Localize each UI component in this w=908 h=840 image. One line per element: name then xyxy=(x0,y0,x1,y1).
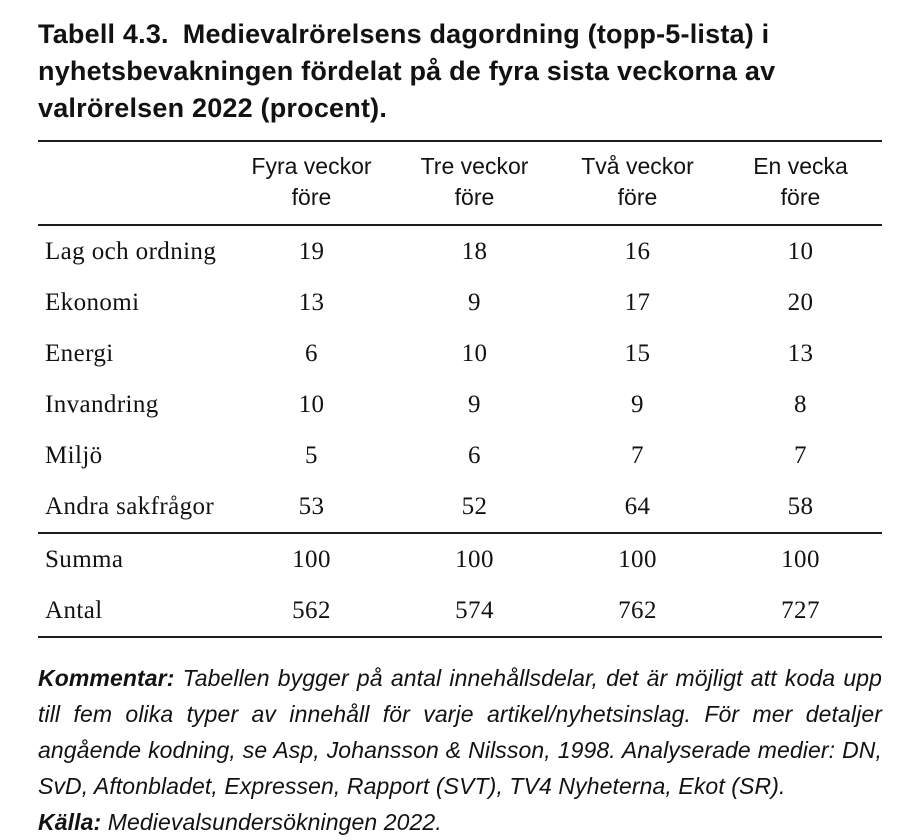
cell-value: 20 xyxy=(787,288,814,316)
header-line2: före xyxy=(780,184,821,210)
cell-value: 100 xyxy=(455,545,494,573)
cell-value: 7 xyxy=(631,441,644,469)
cell-value: 727 xyxy=(781,596,820,624)
source-text: Medievalsundersökningen 2022. xyxy=(107,809,442,835)
source-label: Källa: xyxy=(38,809,102,835)
cell-value: 10 xyxy=(298,390,325,418)
table-title xyxy=(38,16,838,127)
cell-value: 10 xyxy=(461,339,488,367)
row-label: Ekonomi xyxy=(45,288,140,316)
cell-value: 100 xyxy=(781,545,820,573)
cell-value: 5 xyxy=(305,441,318,469)
header-line1: Två veckor xyxy=(581,153,694,179)
header-line1: Tre veckor xyxy=(420,153,529,179)
table-row-summa xyxy=(38,533,882,585)
cell-value: 13 xyxy=(787,339,814,367)
cell-value: 64 xyxy=(624,492,651,520)
kommentar-paragraph xyxy=(38,660,882,804)
header-line2: före xyxy=(617,184,658,210)
cell-value: 7 xyxy=(794,441,807,469)
cell-value: 13 xyxy=(298,288,325,316)
table-row-andra-sakfragor xyxy=(38,481,882,533)
header-empty-cell xyxy=(38,141,230,225)
header-row xyxy=(38,141,882,225)
cell-value: 9 xyxy=(468,390,481,418)
table-row-invandring xyxy=(38,379,882,430)
cell-value: 58 xyxy=(787,492,814,520)
data-table xyxy=(38,140,882,638)
row-label: Invandring xyxy=(45,390,159,418)
table-body xyxy=(38,225,882,533)
cell-value: 53 xyxy=(298,492,325,520)
header-line2: före xyxy=(454,184,495,210)
row-label: Energi xyxy=(45,339,114,367)
table-summary xyxy=(38,533,882,637)
table-row-ekonomi xyxy=(38,277,882,328)
table-row-energi xyxy=(38,328,882,379)
table-title-text: Medievalrörelsens dagordning (topp-5-lista) i nyhetsbevakningen fördelat på de fyra sista veckorna av valrörelsen 2022 (procent). xyxy=(38,19,776,123)
table-number: Tabell 4.3. xyxy=(38,19,169,49)
header-col-tre-veckor xyxy=(393,141,556,225)
table-row-lag-och-ordning xyxy=(38,225,882,277)
row-label: Antal xyxy=(45,596,103,624)
header-line1: En vecka xyxy=(753,153,848,179)
cell-value: 9 xyxy=(631,390,644,418)
cell-value: 16 xyxy=(624,237,651,265)
cell-value: 8 xyxy=(794,390,807,418)
header-line1: Fyra veckor xyxy=(251,153,372,179)
cell-value: 15 xyxy=(624,339,651,367)
cell-value: 10 xyxy=(787,237,814,265)
cell-value: 17 xyxy=(624,288,651,316)
cell-value: 19 xyxy=(298,237,325,265)
header-col-tva-veckor xyxy=(556,141,719,225)
header-col-fyra-veckor xyxy=(230,141,393,225)
table-row-antal xyxy=(38,585,882,637)
kommentar-label: Kommentar: xyxy=(38,665,175,691)
cell-value: 574 xyxy=(455,596,494,624)
row-label: Andra sakfrågor xyxy=(45,492,215,520)
cell-value: 6 xyxy=(468,441,481,469)
cell-value: 6 xyxy=(305,339,318,367)
source-paragraph xyxy=(38,804,882,840)
table-row-miljo xyxy=(38,430,882,481)
table-header xyxy=(38,141,882,225)
row-label: Lag och ordning xyxy=(45,237,217,265)
cell-value: 100 xyxy=(292,545,331,573)
cell-value: 9 xyxy=(468,288,481,316)
cell-value: 562 xyxy=(292,596,331,624)
cell-value: 18 xyxy=(461,237,488,265)
cell-value: 52 xyxy=(461,492,488,520)
row-label: Miljö xyxy=(45,441,103,469)
cell-value: 100 xyxy=(618,545,657,573)
header-line2: före xyxy=(291,184,332,210)
row-label: Summa xyxy=(45,545,124,573)
cell-value: 762 xyxy=(618,596,657,624)
header-col-en-vecka xyxy=(719,141,882,225)
kommentar-text: Tabellen bygger på antal innehållsdelar, det är möjligt att koda upp till fem olika typer av innehåll för varje artikel/nyhetsinslag. För mer detaljer angående kodning, se Asp, Johansson & Nilsson, 1998. Analyserade medier: DN, SvD, Aftonbladet, Expressen, Rapport (SVT), TV4 Nyheterna, Ekot (SR). xyxy=(38,665,883,799)
table-notes xyxy=(38,660,882,840)
